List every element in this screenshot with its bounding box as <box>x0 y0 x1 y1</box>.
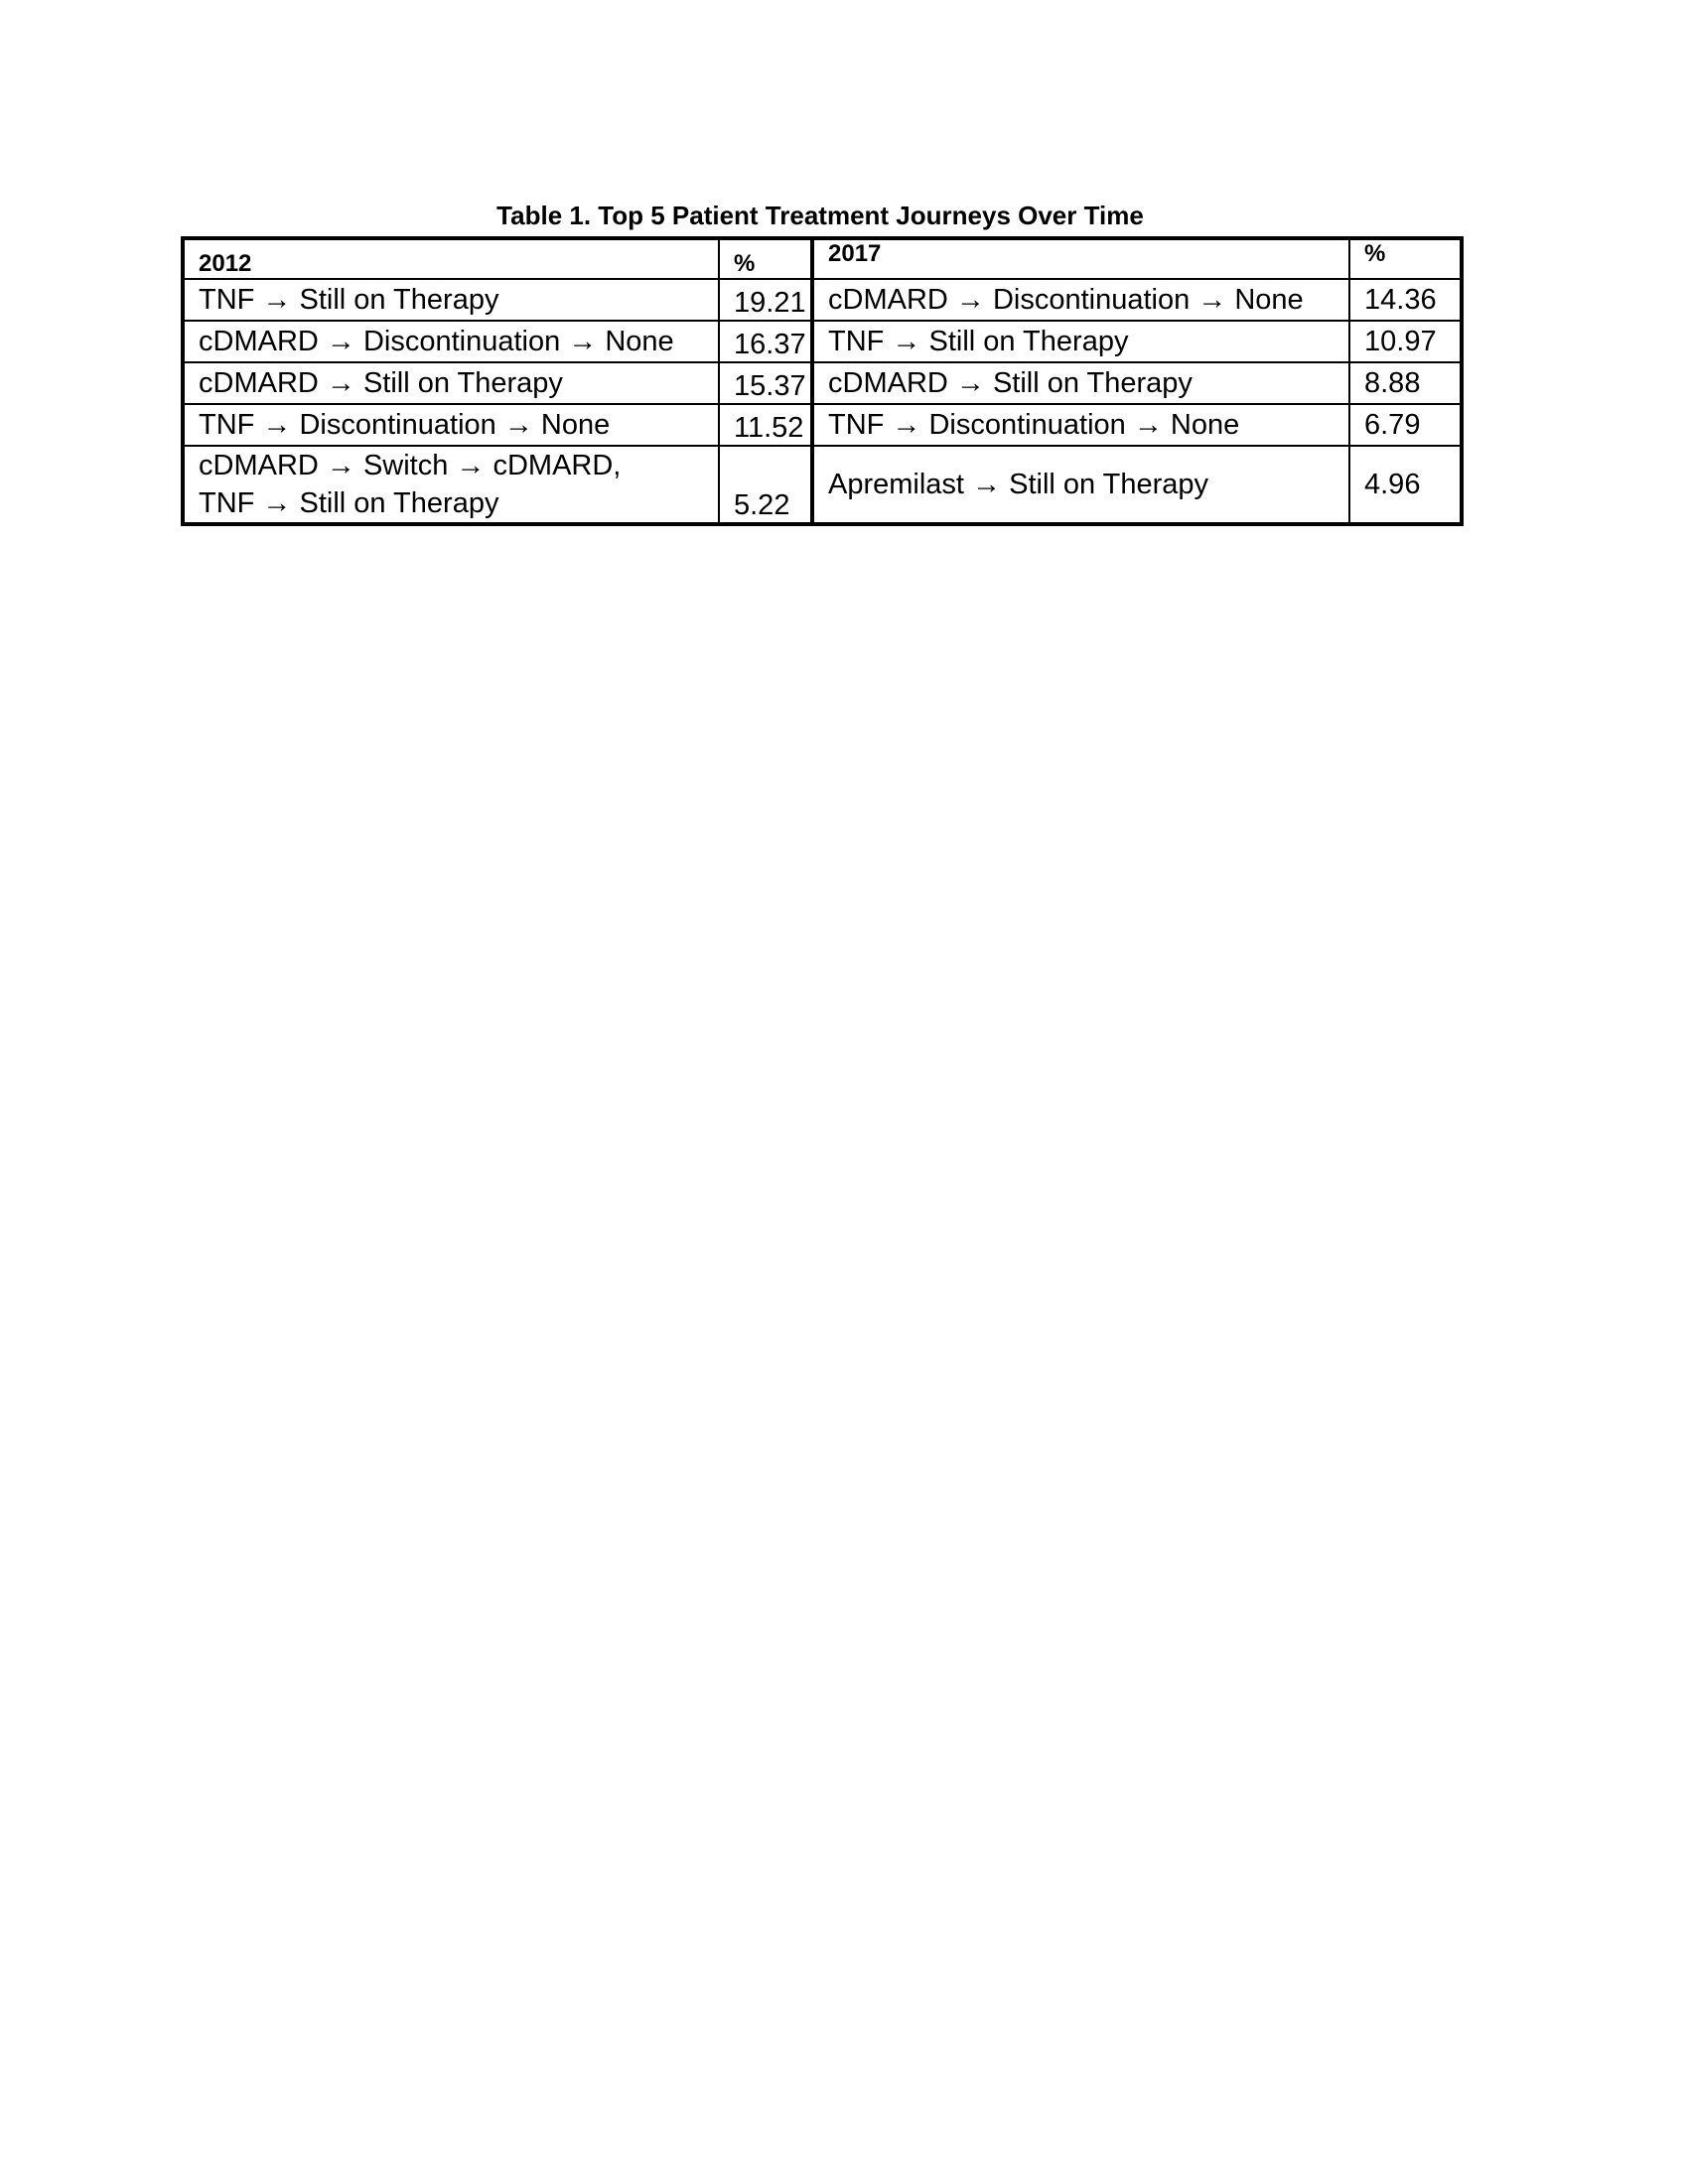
pct-2017: 4.96 <box>1349 446 1462 524</box>
pct-2012: 11.52 <box>719 404 812 446</box>
journey-2017: Apremilast → Still on Therapy <box>812 446 1349 524</box>
journey-2017: TNF → Discontinuation → None <box>812 404 1349 446</box>
treatment-journeys-table <box>181 236 1464 526</box>
journey-2017: cDMARD → Still on Therapy <box>812 362 1349 404</box>
table-row <box>183 404 1462 446</box>
journey-2012: cDMARD → Still on Therapy <box>183 362 719 404</box>
table-row <box>183 362 1462 404</box>
pct-2012: 16.37 <box>719 321 812 362</box>
header-2012: 2012 <box>183 238 719 279</box>
pct-2012: 15.37 <box>719 362 812 404</box>
header-pct-2017: % <box>1349 238 1462 279</box>
table-header-row <box>183 238 1462 279</box>
table-row <box>183 279 1462 321</box>
pct-2017: 6.79 <box>1349 404 1462 446</box>
journey-2017: TNF → Still on Therapy <box>812 321 1349 362</box>
header-2017: 2017 <box>812 238 1349 279</box>
pct-2017: 8.88 <box>1349 362 1462 404</box>
pct-2017: 10.97 <box>1349 321 1462 362</box>
journey-2012: TNF → Discontinuation → None <box>183 404 719 446</box>
pct-2012: 19.21 <box>719 279 812 321</box>
journey-2012: TNF → Still on Therapy <box>183 279 719 321</box>
pct-2017: 14.36 <box>1349 279 1462 321</box>
journey-2012-line1: cDMARD → Switch → cDMARD, <box>199 450 622 481</box>
journey-2017: cDMARD → Discontinuation → None <box>812 279 1349 321</box>
header-pct-2012: % <box>719 238 812 279</box>
journey-2012 <box>183 446 719 524</box>
table-row <box>183 446 1462 524</box>
pct-2012: 5.22 <box>719 446 812 524</box>
table-row <box>183 321 1462 362</box>
journey-2012: cDMARD → Discontinuation → None <box>183 321 719 362</box>
table-caption: Table 1. Top 5 Patient Treatment Journeys Over Time <box>496 201 1144 230</box>
journey-2012-line2: TNF → Still on Therapy <box>199 487 499 519</box>
